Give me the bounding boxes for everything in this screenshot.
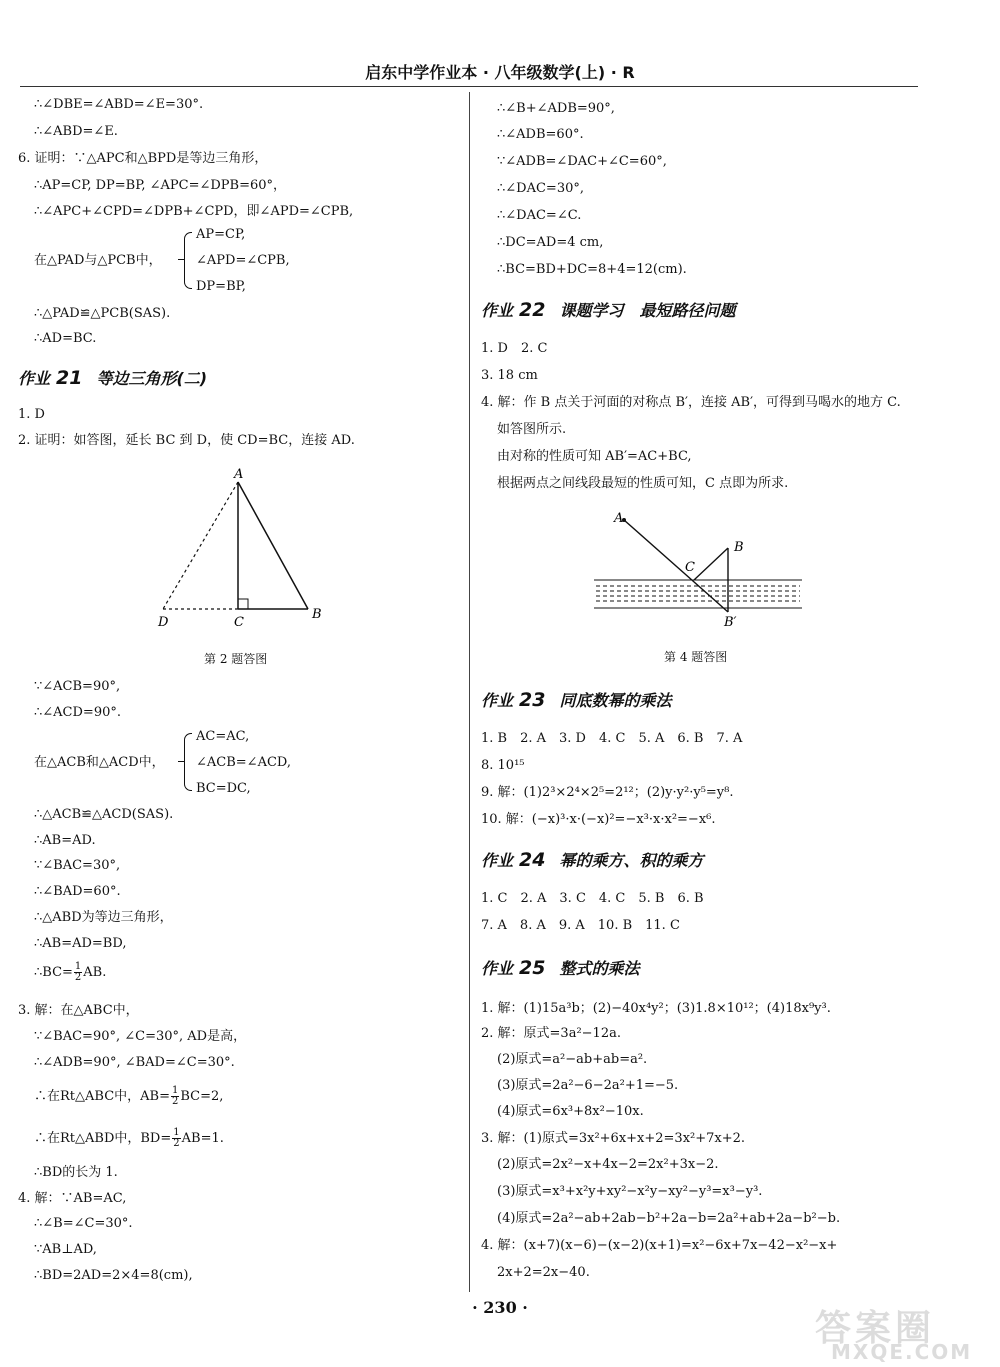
fraction-denominator: 2 — [173, 1138, 180, 1149]
system-prefix: 在△PAD与△PCB中， — [34, 253, 162, 268]
section-title: 幂的乘方、积的乘方 — [559, 851, 704, 870]
section-title: 同底数幂的乘法 — [559, 691, 672, 710]
text-line: ∴AD=BC. — [34, 331, 97, 346]
system-line: DP=BP, — [196, 279, 246, 294]
section-label: 作业 — [18, 369, 51, 388]
figure-caption: 第 2 题答图 — [204, 652, 268, 666]
text-line: ∵∠BAC=90°, ∠C=30°, AD是高， — [34, 1029, 247, 1044]
answer-line: (4)原式=6x³+8x²−10x. — [497, 1104, 644, 1119]
fraction — [74, 962, 82, 983]
brace-tip — [178, 761, 184, 762]
right-angle-mark — [238, 599, 248, 609]
text-line: ∴AB=AD. — [34, 833, 96, 848]
point-label-d: D — [158, 615, 169, 630]
fraction — [172, 1128, 180, 1149]
point-label-c: C — [234, 615, 244, 630]
line-ab-prime — [624, 520, 728, 612]
text-line: ∴△PAD≌△PCB(SAS). — [34, 306, 171, 321]
column-divider — [469, 92, 470, 1292]
text-line: ∴∠ACD=90°. — [34, 705, 121, 720]
river-band — [594, 580, 802, 608]
section-number: 21 — [56, 367, 83, 389]
answer-line: 1. D — [18, 407, 45, 422]
section-title: 整式的乘法 — [559, 959, 640, 978]
figure-4-diagram — [590, 508, 810, 630]
text-fragment: AB=1. — [181, 1131, 224, 1146]
section-number: 22 — [519, 299, 546, 321]
text-line: ∴AP=CP, DP=BP, ∠APC=∠DPB=60°， — [34, 178, 287, 193]
section-heading-24 — [481, 848, 703, 871]
page-number: · 230 · — [472, 1298, 528, 1317]
fraction-numerator: 1 — [74, 961, 82, 972]
section-label: 作业 — [481, 301, 514, 320]
answer-line: (2)原式=a²−ab+ab=a². — [497, 1052, 648, 1067]
fraction-numerator: 1 — [173, 1127, 180, 1138]
text-line: ∴BC=BD+DC=8+4=12(cm). — [497, 262, 687, 277]
dashed-line-ad — [163, 482, 238, 609]
answer-line: 3. 解：(1)原式=3x²+6x+x+2=3x²+7x+2. — [481, 1131, 746, 1146]
answer-line: 1. B 2. A 3. D 4. C 5. A 6. B 7. A — [481, 731, 743, 746]
text-line: 3. 解：在△ABC中， — [18, 1003, 139, 1018]
section-label: 作业 — [481, 851, 514, 870]
fraction — [171, 1086, 179, 1107]
answer-line: 9. 解：(1)2³×2⁴×2⁵=2¹²；(2)y·y²·y⁵=y⁸. — [481, 785, 734, 800]
section-number: 23 — [519, 689, 546, 711]
brace — [184, 733, 192, 791]
answer-line: 8. 10¹⁵ — [481, 758, 525, 773]
section-heading-25 — [481, 956, 639, 979]
system-line: AC=AC, — [196, 729, 250, 744]
text-line-with-fraction — [34, 1086, 223, 1107]
answer-line: 1. D 2. C — [481, 341, 548, 356]
text-line: ∴△ACB≌△ACD(SAS). — [34, 807, 174, 822]
text-line: ∴∠DAC=∠C. — [497, 208, 582, 223]
text-line: ∴∠ABD=∠E. — [34, 124, 118, 139]
answer-line: 10. 解：(−x)³·x·(−x)²=−x³·x·x²=−x⁶. — [481, 812, 716, 827]
system-prefix: 在△ACB和△ACD中， — [34, 755, 165, 770]
point-label-b: B — [734, 540, 744, 555]
text-line: ∴DC=AD=4 cm, — [497, 235, 604, 250]
text-fragment: BC=2, — [180, 1089, 224, 1104]
answer-line: (4)原式=2a²−ab+2ab−b²+2a−b=2a²+ab+2a−b²−b. — [497, 1211, 841, 1226]
answer-line: (2)原式=2x²−x+4x−2=2x²+3x−2. — [497, 1157, 719, 1172]
system-line: AP=CP, — [196, 227, 246, 242]
text-line: ∴∠B+∠ADB=90°, — [497, 101, 615, 116]
system-line: ∠ACB=∠ACD, — [196, 755, 291, 770]
answer-line: 1. 解：(1)15a³b；(2)−40x⁴y²；(3)1.8×10¹²；(4)18x⁹y³. — [481, 1001, 831, 1016]
text-line: ∵∠ADB=∠DAC+∠C=60°, — [497, 154, 667, 169]
brace — [184, 232, 192, 289]
text-line: ∴∠ADB=60°. — [497, 127, 584, 142]
text-line: ∴∠DAC=30°, — [497, 181, 584, 196]
section-heading-22 — [481, 298, 735, 321]
text-line: ∴BD的长为 1. — [34, 1165, 118, 1180]
line-ab — [238, 482, 308, 609]
text-line: ∴∠B=∠C=30°. — [34, 1216, 133, 1231]
text-fragment: AB. — [83, 965, 107, 980]
answer-line: 4. 解：(x+7)(x−6)−(x−2)(x+1)=x²−6x+7x−42−x²−x+ — [481, 1238, 838, 1253]
point-label-c: C — [685, 560, 695, 575]
text-line: ∴∠APC+∠CPD=∠DPB+∠CPD，即∠APD=∠CPB, — [34, 204, 354, 219]
text-line: ∵∠ACB=90°, — [34, 679, 121, 694]
text-line: ∴∠DBE=∠ABD=∠E=30°. — [34, 97, 204, 112]
answer-line: (3)原式=x³+x²y+xy²−x²y−xy²−y³=x³−y³. — [497, 1184, 763, 1199]
text-line: 4. 解：∵AB=AC, — [18, 1191, 127, 1206]
system-line: ∠APD=∠CPB, — [196, 253, 290, 268]
text-line: 6. 证明：∵△APC和△BPD是等边三角形， — [18, 151, 268, 166]
section-number: 24 — [519, 849, 546, 871]
section-label: 作业 — [481, 691, 514, 710]
page-header-title: 启东中学作业本 · 八年级数学(上) · R — [365, 63, 635, 82]
section-title: 课题学习 最短路径问题 — [559, 301, 736, 320]
text-fragment: ∴在Rt△ABC中，AB= — [34, 1089, 170, 1104]
answer-line: 2x+2=2x−40. — [497, 1265, 590, 1280]
text-line: ∵AB⊥AD, — [34, 1242, 97, 1257]
header-rule — [20, 86, 918, 87]
fraction-denominator: 2 — [171, 1096, 179, 1107]
figure-caption: 第 4 题答图 — [664, 650, 728, 664]
watermark-text: 答案圈 — [815, 1308, 936, 1349]
point-label-a: A — [234, 467, 244, 482]
section-number: 25 — [519, 957, 546, 979]
section-title: 等边三角形(二) — [96, 369, 208, 388]
answer-line: 由对称的性质可知 AB′=AC+BC, — [497, 449, 692, 464]
brace-tip — [178, 259, 184, 260]
answer-line: 7. A 8. A 9. A 10. B 11. C — [481, 918, 680, 933]
section-heading-23 — [481, 688, 671, 711]
text-line: ∴∠ADB=90°, ∠BAD=∠C=30°. — [34, 1055, 235, 1070]
text-line-with-fraction — [34, 1128, 224, 1149]
figure-2-diagram — [150, 466, 340, 632]
section-label: 作业 — [481, 959, 514, 978]
watermark-logo — [815, 1300, 985, 1364]
answer-line: 根据两点之间线段最短的性质可知，C 点即为所求. — [497, 476, 789, 491]
text-fragment: ∴在Rt△ABD中，BD= — [34, 1131, 172, 1146]
answer-line: 3. 18 cm — [481, 368, 538, 383]
answer-line: (3)原式=2a²−6−2a²+1=−5. — [497, 1078, 679, 1093]
text-line-with-fraction — [34, 962, 106, 983]
point-label-b-prime: B′ — [724, 615, 737, 630]
text-line: ∴∠BAD=60°. — [34, 884, 121, 899]
fraction-numerator: 1 — [171, 1085, 179, 1096]
text-line: ∴BD=2AD=2×4=8(cm), — [34, 1268, 193, 1283]
system-line: BC=DC, — [196, 781, 251, 796]
point-label-b: B — [312, 607, 322, 622]
point-label-a: A — [614, 511, 624, 526]
question-line: 2. 证明：如答图，延长 BC 到 D，使 CD=BC，连接 AD. — [18, 433, 355, 448]
text-line: ∵∠BAC=30°, — [34, 858, 121, 873]
line-cb — [694, 548, 728, 580]
text-line: ∴△ABD为等边三角形， — [34, 910, 173, 925]
text-fragment: ∴BC= — [34, 965, 73, 980]
answer-line: 1. C 2. A 3. C 4. C 5. B 6. B — [481, 891, 704, 906]
answer-line: 如答图所示. — [497, 422, 567, 437]
text-line: ∴AB=AD=BD, — [34, 936, 127, 951]
watermark-url: MXQE.COM — [831, 1340, 973, 1364]
section-heading-21 — [18, 366, 207, 389]
answer-line: 4. 解：作 B 点关于河面的对称点 B′，连接 AB′，可得到马喝水的地方 C. — [481, 395, 901, 410]
fraction-denominator: 2 — [74, 972, 82, 983]
answer-line: 2. 解：原式=3a²−12a. — [481, 1026, 621, 1041]
